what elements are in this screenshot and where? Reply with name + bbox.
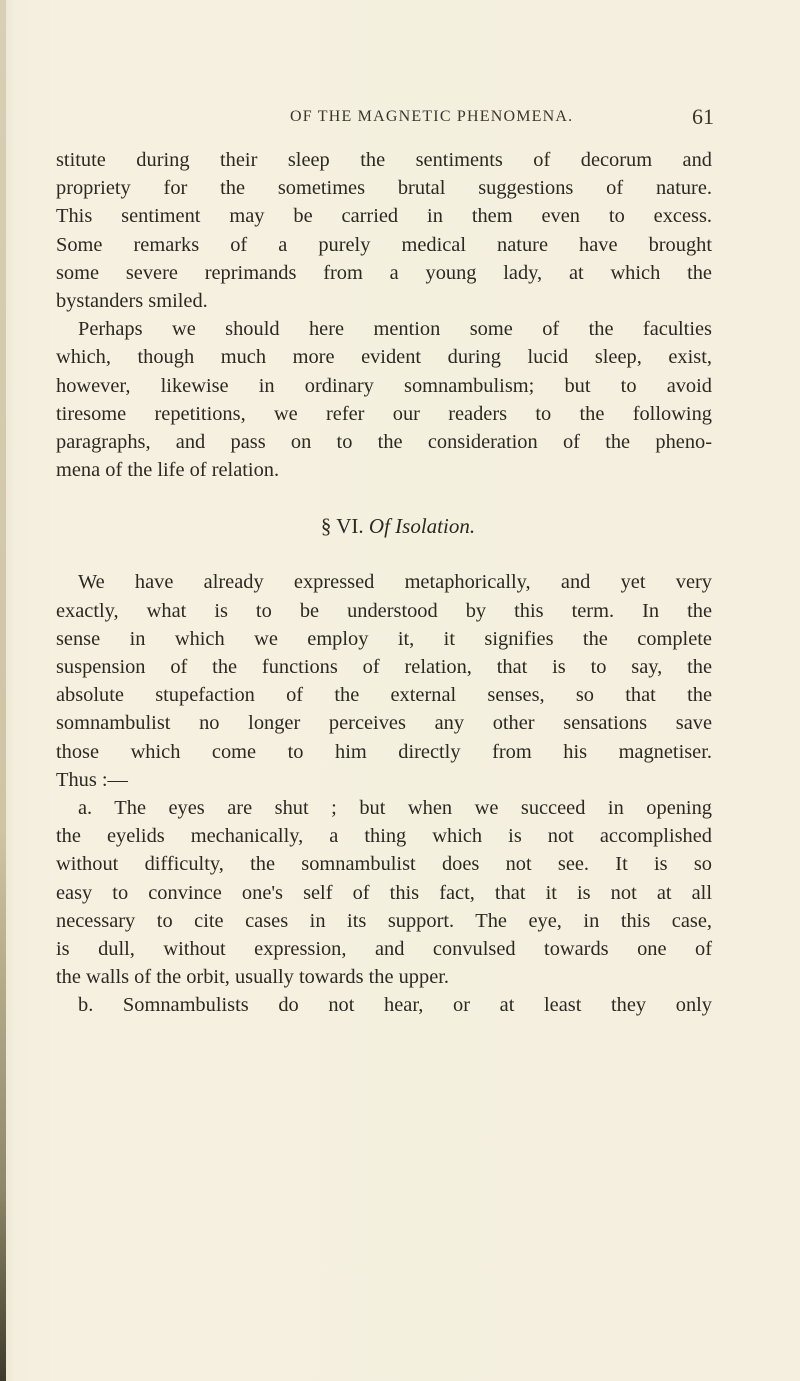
- body-text: [56, 146, 712, 1019]
- paragraph-continued: [56, 146, 712, 315]
- text-line: somnambulist no longer perceives any other sensations save: [56, 712, 712, 735]
- text-line: Thus :—: [56, 768, 128, 791]
- text-line: Some remarks of a purely medical nature have brought: [56, 233, 712, 256]
- text-line: the eyelids mechanically, a thing which is not accomplished: [56, 825, 712, 848]
- text-line: a. The eyes are shut ; but when we succeed in opening: [78, 796, 712, 819]
- text-line: sense in which we employ it, it signifies the complete: [56, 627, 712, 650]
- text-line: We have already expressed metaphorically, and yet very: [78, 571, 712, 594]
- text-line: however, likewise in ordinary somnambulism; but to avoid: [56, 374, 712, 397]
- text-line: paragraphs, and pass on to the consideration of the pheno-: [56, 430, 712, 453]
- section-heading: [56, 512, 712, 540]
- text-line: which, though much more evident during lucid sleep, exist,: [56, 346, 712, 369]
- paragraph-item-a: [56, 794, 712, 991]
- text-line: the walls of the orbit, usually towards the upper.: [56, 966, 450, 989]
- text-line: stitute during their sleep the sentiments of decorum and: [56, 149, 712, 171]
- page-gutter-shadow: [0, 0, 6, 1381]
- running-head: [290, 104, 714, 134]
- paragraph-isolation: [56, 568, 712, 794]
- text-line: those which come to him directly from his magnetiser.: [56, 740, 712, 763]
- text-line: exactly, what is to be understood by this term. In the: [56, 599, 712, 622]
- running-head-title: OF THE MAGNETIC PHENOMENA.: [290, 108, 574, 125]
- text-line: easy to convince one's self of this fact, that it is not at all: [56, 881, 712, 904]
- text-line: some severe reprimands from a young lady, at which the: [56, 261, 712, 284]
- page-number: 61: [692, 104, 714, 129]
- paragraph-faculties: [56, 315, 712, 484]
- text-line: propriety for the sometimes brutal suggestions of nature.: [56, 177, 712, 200]
- text-line: mena of the life of relation.: [56, 459, 280, 482]
- text-line: without difficulty, the somnambulist does not see. It is so: [56, 853, 712, 876]
- text-line: necessary to cite cases in its support. The eye, in this case,: [56, 909, 712, 932]
- text-line: bystanders smiled.: [56, 289, 208, 312]
- text-line: is dull, without expression, and convulsed towards one of: [56, 937, 712, 960]
- text-line: absolute stupefaction of the external senses, so that the: [56, 684, 712, 707]
- text-line: b. Somnambulists do not hear, or at least they only: [78, 994, 712, 1017]
- text-line: Perhaps we should here mention some of the faculties: [78, 318, 712, 341]
- text-line: suspension of the functions of relation, that is to say, the: [56, 656, 712, 678]
- paragraph-item-b: [56, 991, 712, 1019]
- text-line: tiresome repetitions, we refer our readers to the following: [56, 402, 712, 425]
- section-title: Of Isolation.: [368, 514, 476, 539]
- section-number: § VI.: [320, 514, 364, 539]
- text-line: This sentiment may be carried in them even to excess.: [56, 205, 712, 228]
